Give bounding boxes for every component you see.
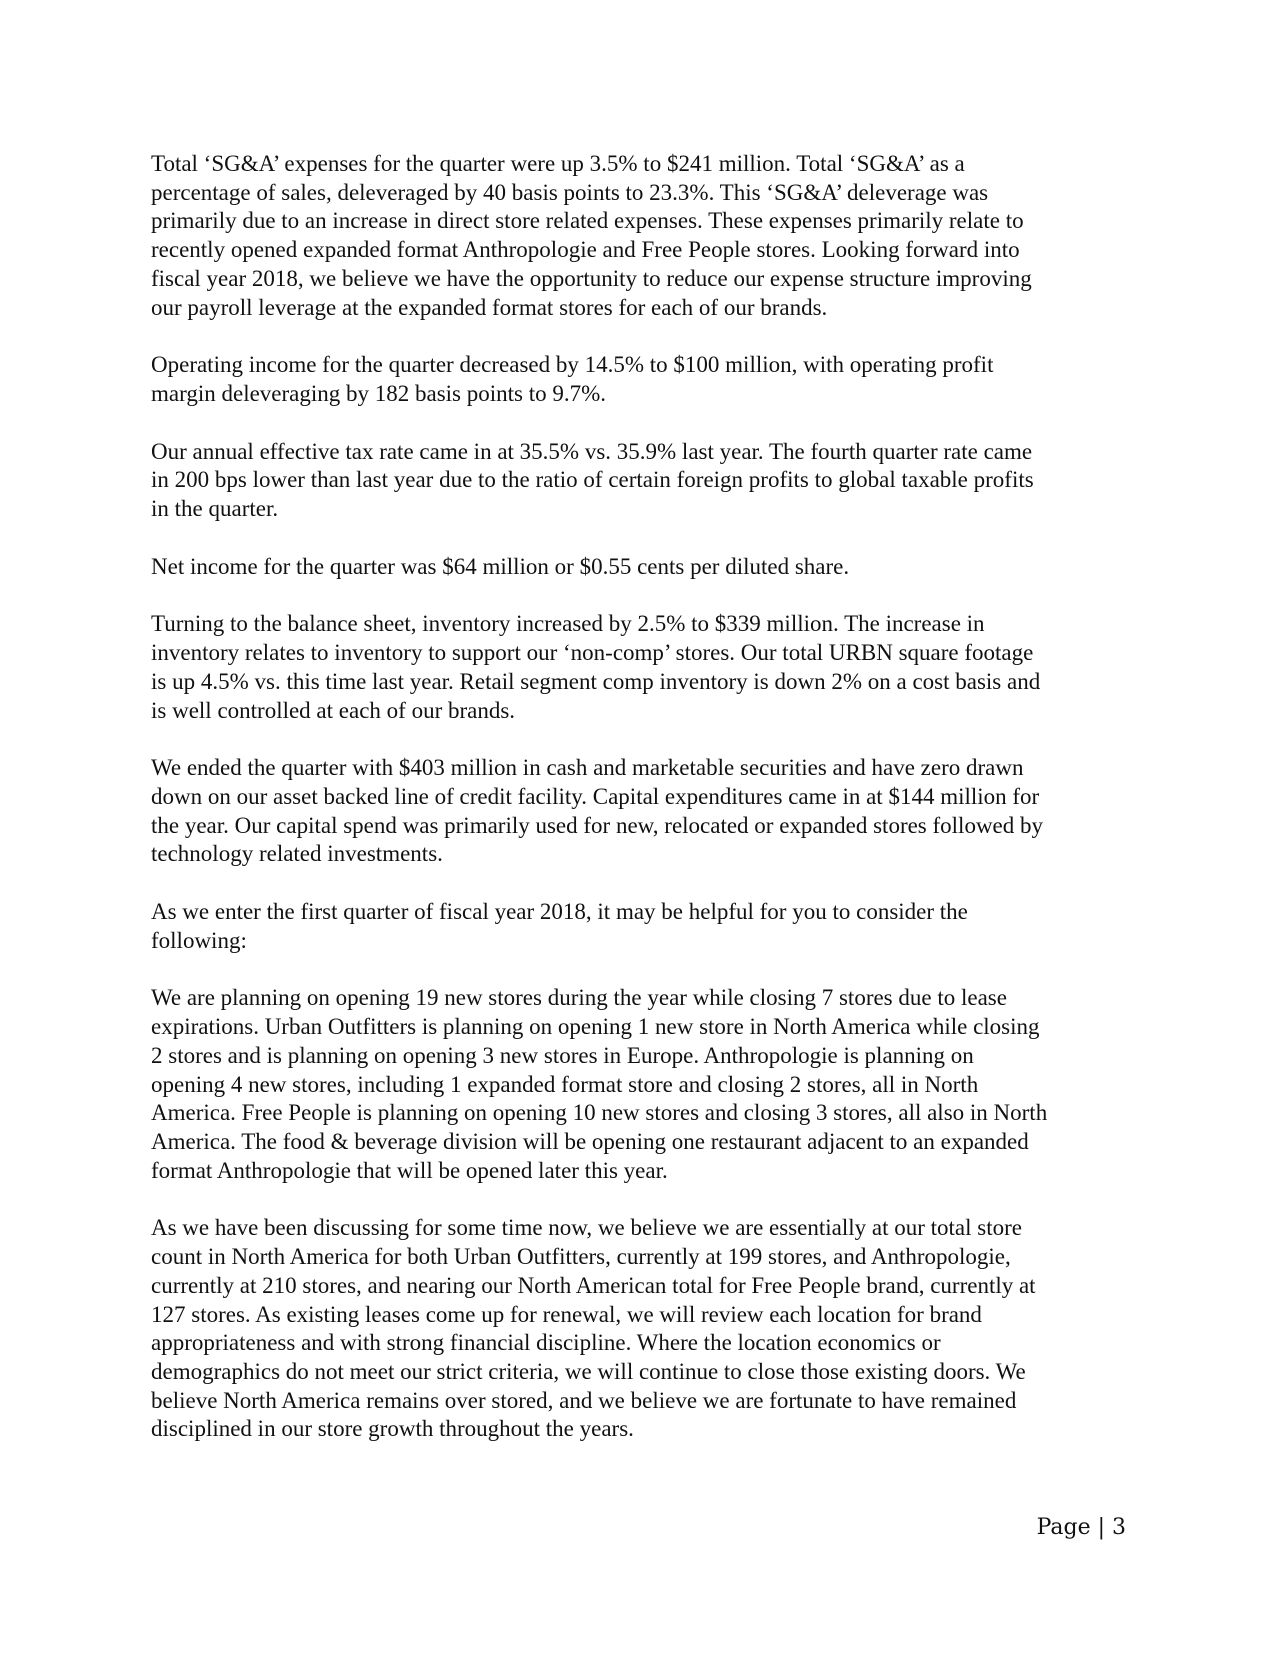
text-line: our payroll leverage at the expanded format stores for each of our brands. [151,294,828,320]
text-line: As we have been discussing for some time now, we believe we are essentially at our total store [151,1215,1022,1241]
paragraph [151,754,1141,869]
text-line: inventory relates to inventory to support our ‘non-comp’ stores. Our total URBN square footage [151,640,1034,666]
text-line: As we enter the first quarter of fiscal year 2018, it may be helpful for you to consider the [151,899,968,925]
text-line: expirations. Urban Outfitters is planning on opening 1 new store in North America while closing [151,1014,1040,1040]
text-line: Total ‘SG&A’ expenses for the quarter were up 3.5% to $241 million. Total ‘SG&A’ as a [151,151,965,176]
text-line: Turning to the balance sheet, inventory increased by 2.5% to $339 million. The increase in [151,611,985,637]
text-line: 127 stores. As existing leases come up for renewal, we will review each location for brand [151,1301,982,1327]
text-line: 2 stores and is planning on opening 3 new stores in Europe. Anthropologie is planning on [151,1042,974,1068]
text-line: We are planning on opening 19 new stores during the year while closing 7 stores due to lease [151,985,1007,1011]
paragraph [151,898,1141,955]
text-line: disciplined in our store growth throughout the years. [151,1416,634,1442]
text-line: count in North America for both Urban Outfitters, currently at 199 stores, and Anthropologie, [151,1244,1011,1270]
paragraph [151,351,1141,408]
text-line: America. The food & beverage division will be opening one restaurant adjacent to an expanded [151,1128,1029,1154]
text-line: Operating income for the quarter decreased by 14.5% to $100 million, with operating profit [151,352,994,378]
text-line: down on our asset backed line of credit facility. Capital expenditures came in at $144 million for [151,783,1040,809]
text-line: technology related investments. [151,841,443,867]
text-line: in 200 bps lower than last year due to the ratio of certain foreign profits to global taxable profits [151,467,1034,493]
paragraph [151,984,1141,1185]
document-body [151,150,1141,1473]
text-line: currently at 210 stores, and nearing our North American total for Free People brand, currently at [151,1272,1036,1298]
paragraph [151,150,1141,322]
text-line: appropriateness and with strong financial discipline. Where the location economics or [151,1330,941,1356]
text-line: fiscal year 2018, we believe we have the opportunity to reduce our expense structure improving [151,265,1032,291]
text-line: primarily due to an increase in direct store related expenses. These expenses primarily relate to [151,208,1024,234]
text-line: believe North America remains over stored, and we believe we are fortunate to have remained [151,1387,1017,1413]
text-line: the year. Our capital spend was primarily used for new, relocated or expanded stores followed by [151,812,1044,838]
text-line: is up 4.5% vs. this time last year. Retail segment comp inventory is down 2% on a cost basis and [151,668,1041,694]
text-line: in the quarter. [151,496,279,522]
paragraph [151,553,1141,582]
text-line: following: [151,927,247,953]
text-line: demographics do not meet our strict criteria, we will continue to close those existing doors. We [151,1358,1026,1384]
text-line: margin deleveraging by 182 basis points to 9.7%. [151,380,607,406]
text-line: recently opened expanded format Anthropologie and Free People stores. Looking forward into [151,237,1020,263]
text-line: percentage of sales, deleveraged by 40 basis points to 23.3%. This ‘SG&A’ deleverage was [151,179,989,205]
text-line: opening 4 new stores, including 1 expanded format store and closing 2 stores, all in North [151,1071,979,1097]
paragraph [151,1214,1141,1444]
text-line: Our annual effective tax rate came in at 35.5% vs. 35.9% last year. The fourth quarter rate came [151,438,1033,464]
text-line: Net income for the quarter was $64 million or $0.55 cents per diluted share. [151,553,850,579]
text-line: format Anthropologie that will be opened later this year. [151,1157,668,1183]
paragraph [151,610,1141,725]
text-line: is well controlled at each of our brands. [151,697,516,723]
page-number: Page | 3 [1036,1515,1126,1540]
text-line: America. Free People is planning on opening 10 new stores and closing 3 stores, all also in North [151,1100,1048,1126]
paragraph [151,438,1141,524]
text-line: We ended the quarter with $403 million in cash and marketable securities and have zero drawn [151,755,1024,781]
